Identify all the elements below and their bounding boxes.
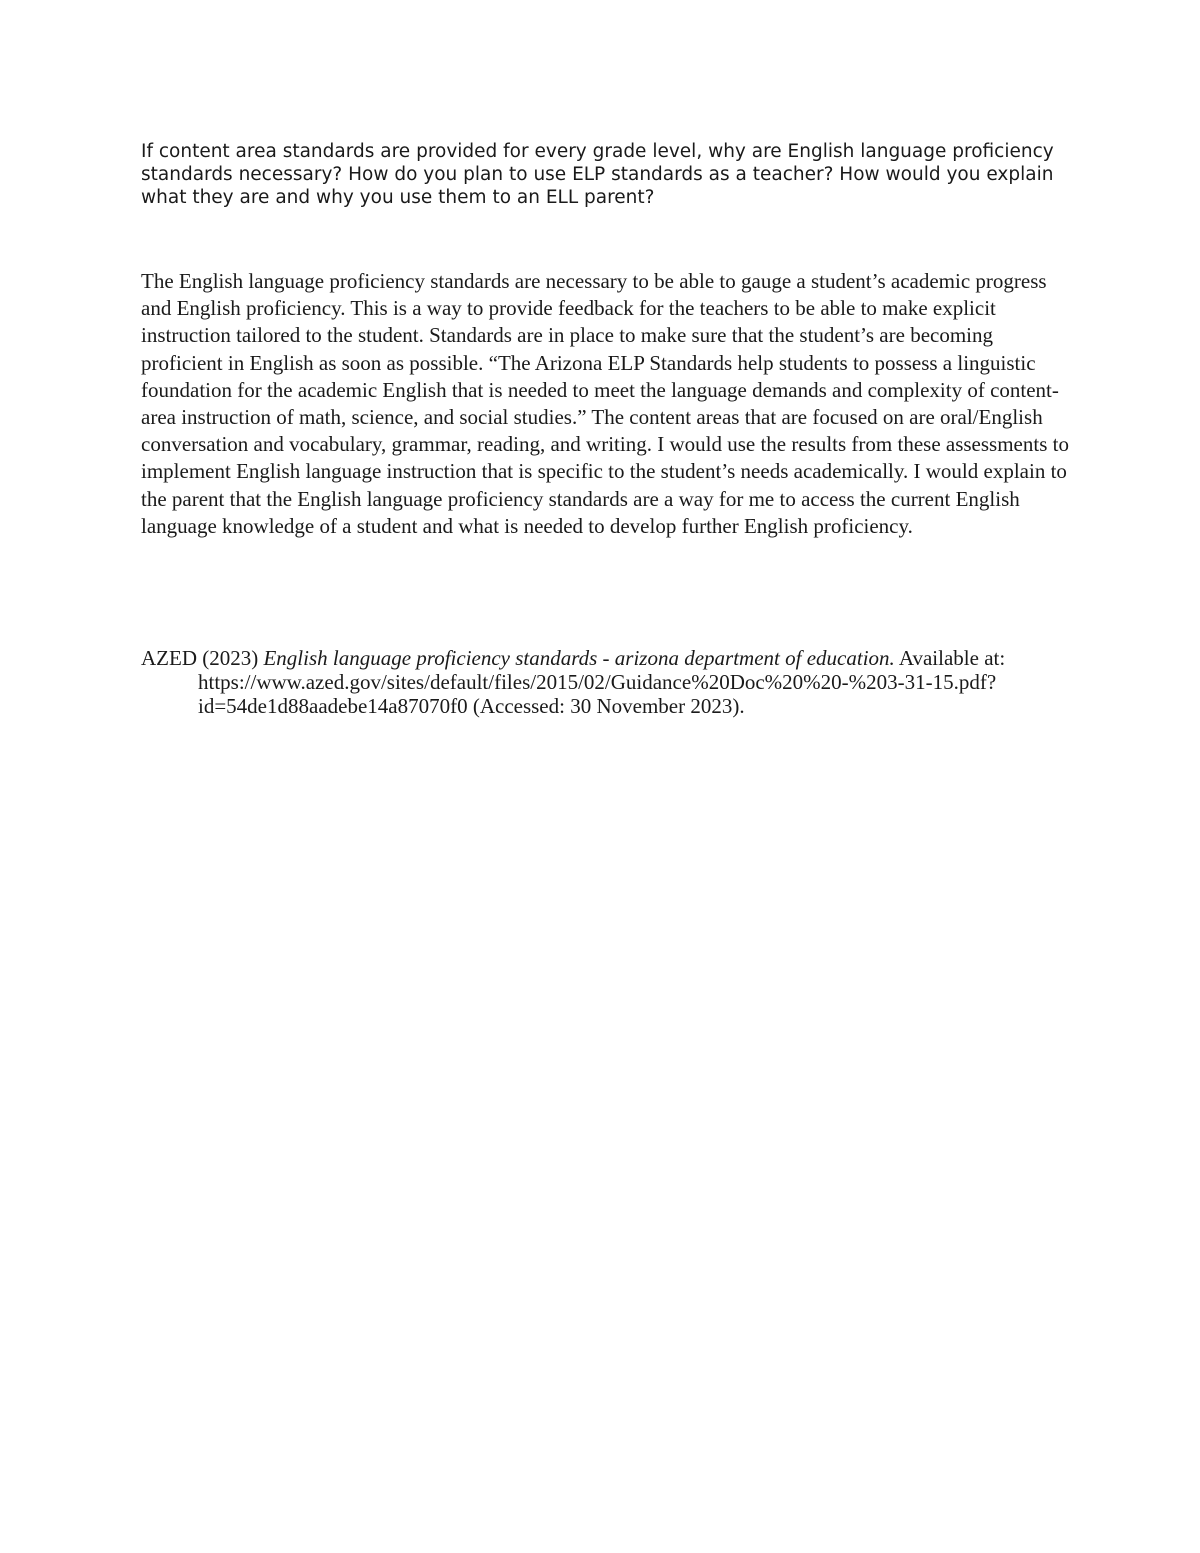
assignment-prompt: If content area standards are provided for every grade level, why are English language proficiency standards necessary? How do you plan to use ELP standards as a teacher? How would you explain what they are and why you use them to an ELL parent? bbox=[141, 141, 1054, 208]
citation-author-year: AZED (2023) bbox=[141, 646, 264, 670]
citation-title: English language proficiency standards - arizona department of education. bbox=[263, 646, 895, 670]
citation-details: Available at: https://www.azed.gov/sites/default/files/2015/02/Guidance%20Doc%20%20-%203-31-15.pdf?id=54de1d88aadebe14a87070f0 (Accessed: 30 November 2023). bbox=[198, 646, 1006, 718]
answer-paragraph: The English language proficiency standards are necessary to be able to gauge a student’s academic progress and English proficiency. This is a way to provide feedback for the teachers to be able to make explicit instruction tailored to the student. Standards are in place to make sure that the student’s are becoming proficient in English as soon as possible. “The Arizona ELP Standards help students to possess a linguistic foundation for the academic English that is needed to meet the language demands and complexity of content-area instruction of math, science, and social studies.” The content areas that are focused on are oral/English conversation and vocabulary, grammar, reading, and writing. I would use the results from these assessments to implement English language instruction that is specific to the student’s needs academically. I would explain to the parent that the English language proficiency standards are a way for me to access the current English language knowledge of a student and what is needed to develop further English proficiency. bbox=[141, 269, 1069, 538]
reference-citation bbox=[141, 646, 1061, 718]
